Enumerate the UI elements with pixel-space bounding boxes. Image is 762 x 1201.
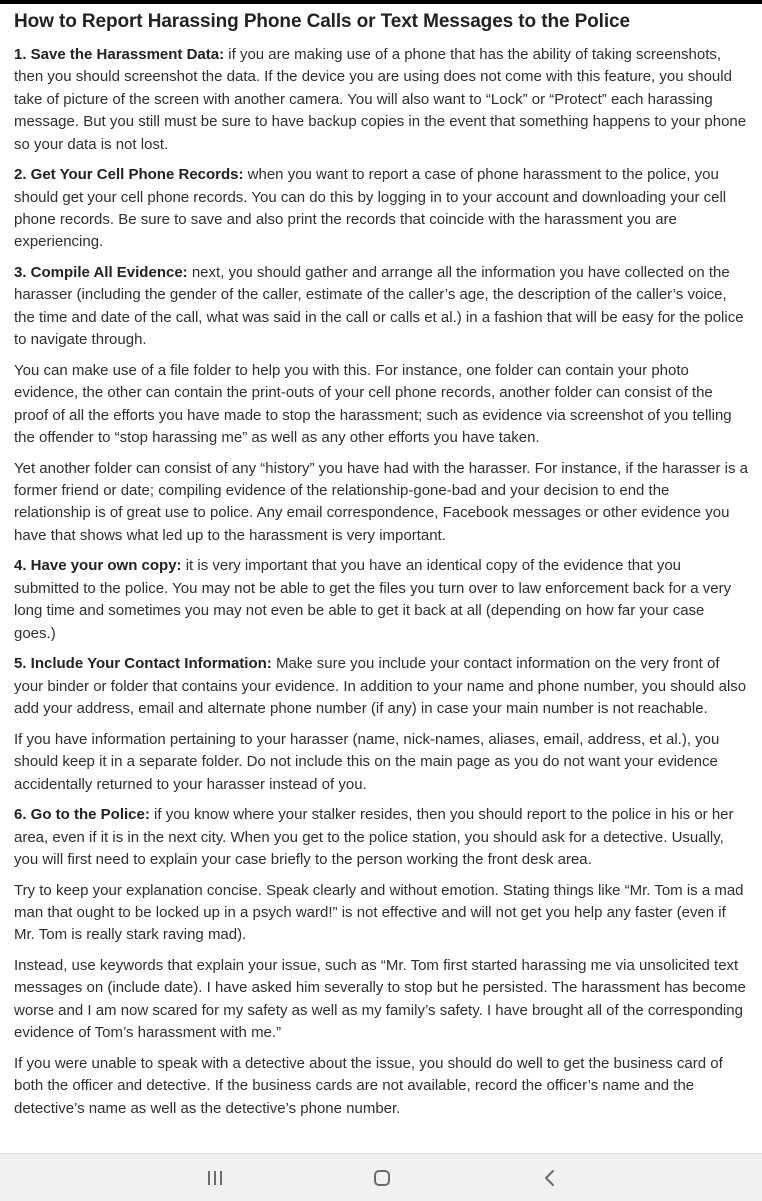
paragraph-text: Yet another folder can consist of any “history” you have had with the harasser. For instance, if the harasser is a former friend or date; compiling evidence of the relationship-gone-bad and your decision to end the relationship is of great use to police. Any email correspondence, Facebook messages or other evidence you have that shows what led up to the harassment is very important. — [14, 459, 749, 544]
paragraph-harasser-info — [14, 729, 749, 796]
paragraph-compile-evidence — [14, 262, 749, 352]
paragraph-heading: 1. Save the Harassment Data: — [14, 46, 225, 63]
paragraph-heading: 3. Compile All Evidence: — [14, 264, 188, 282]
paragraph-text: next, you should gather and arrange all the information you have collected on the harasser (including the gender of the caller, estimate of the caller’s age, the description of the caller’s voice, the time and date of the call, what was said in the call or calls et al.) in a fashion that will be easy for the police to navigate through. — [14, 264, 744, 349]
paragraph-text: You can make use of a file folder to help you with this. For instance, one folder can contain your photo evidence, the other can contain the print-outs of your cell phone records, another folder can consist of the proof of all the efforts you have made to stop the harassment; such as evidence via screenshot of you telling the offender to “stop harassing me” as well as any other efforts you have taken. — [14, 361, 732, 447]
paragraph-heading: 4. Have your own copy: — [14, 557, 182, 575]
paragraph-own-copy — [14, 555, 749, 645]
paragraph-save-data — [14, 44, 749, 156]
paragraph-keywords — [14, 955, 749, 1045]
paragraph-file-folder — [14, 360, 749, 450]
paragraph-text: If you were unable to speak with a detective about the issue, you should do well to get the business card of both the officer and detective. If the business cards are not available, record the officer’s name and the detective’s name as well as the detective’s phone number. — [14, 1054, 723, 1117]
article — [14, 10, 749, 1150]
paragraph-text: Make sure you include your contact information on the very front of your binder or folder that contains your evidence. In addition to your name and phone number, you should also add your address, email and alternate phone number (if any) in case your main number is not reachable. — [14, 655, 747, 718]
paragraph-contact-info — [14, 653, 749, 720]
navigation-bar — [0, 1153, 762, 1201]
back-icon — [541, 1169, 559, 1187]
paragraph-business-card — [14, 1053, 749, 1120]
status-bar-edge — [0, 0, 762, 4]
back-button[interactable] — [520, 1154, 580, 1201]
paragraph-text: it is very important that you have an identical copy of the evidence that you submitted to the police. You may not be able to get the files you turn over to law enforcement back for a very long time and sometimes you may not even be able to get it back at all (depending on how far your case goes.) — [14, 557, 732, 642]
paragraph-text: If you have information pertaining to your harasser (name, nick-names, aliases, email, address, et al.), you should keep it in a separate folder. Do not include this on the main page as you do not want your evidence accidentally returned to your harasser instead of you. — [14, 730, 720, 793]
paragraph-heading: 6. Go to the Police: — [14, 806, 150, 824]
paragraph-cell-records — [14, 164, 749, 254]
paragraph-text: if you are making use of a phone that has the ability of taking screenshots, then you should screenshot the data. If the device you are using does not come with this feature, you should take of picture of the screen with another camera. You will also want to “Lock” or “Protect” each harassing message. But you still must be sure to have backup copies in the event that something happens to your phone so your data is not lost. — [14, 46, 747, 153]
paragraph-text: Instead, use keywords that explain your issue, such as “Mr. Tom first started harassing me via unsolicited text messages on (include date). I have asked him severally to stop but he persisted. The harassment has become worse and I am now scared for my safety as well as my family’s safety. I have brought all of the corresponding evidence of Tom’s harassment with me.” — [14, 956, 746, 1042]
home-button[interactable] — [352, 1154, 412, 1201]
paragraph-text: when you want to report a case of phone harassment to the police, you should get your cell phone records. You can do this by logging in to your account and downloading your cell phone records. Be sure to save and also print the records that coincide with the harassment you are experiencing. — [14, 166, 727, 251]
paragraph-history-folder — [14, 458, 749, 548]
paragraph-go-to-police — [14, 804, 749, 871]
paragraph-heading: 5. Include Your Contact Information: — [14, 655, 272, 673]
paragraph-heading: 2. Get Your Cell Phone Records: — [14, 166, 244, 184]
recent-apps-button[interactable] — [185, 1154, 245, 1201]
page-title: How to Report Harassing Phone Calls or Text Messages to the Police — [14, 11, 630, 32]
home-icon — [373, 1169, 391, 1187]
paragraph-text: if you know where your stalker resides, then you should report to the police in his or her area, even if it is in the next city. When you get to the police station, you should ask for a detective. Usually, you will first need to explain your case briefly to the person working the front desk area. — [14, 806, 734, 868]
recent-apps-icon — [206, 1169, 224, 1187]
paragraph-text: Try to keep your explanation concise. Speak clearly and without emotion. Stating things like “Mr. Tom is a mad man that ought to be locked up in a psych ward!” is not effective and will not get you help any faster (even if Mr. Tom is really stark raving mad). — [14, 881, 744, 944]
paragraph-concise — [14, 880, 749, 947]
